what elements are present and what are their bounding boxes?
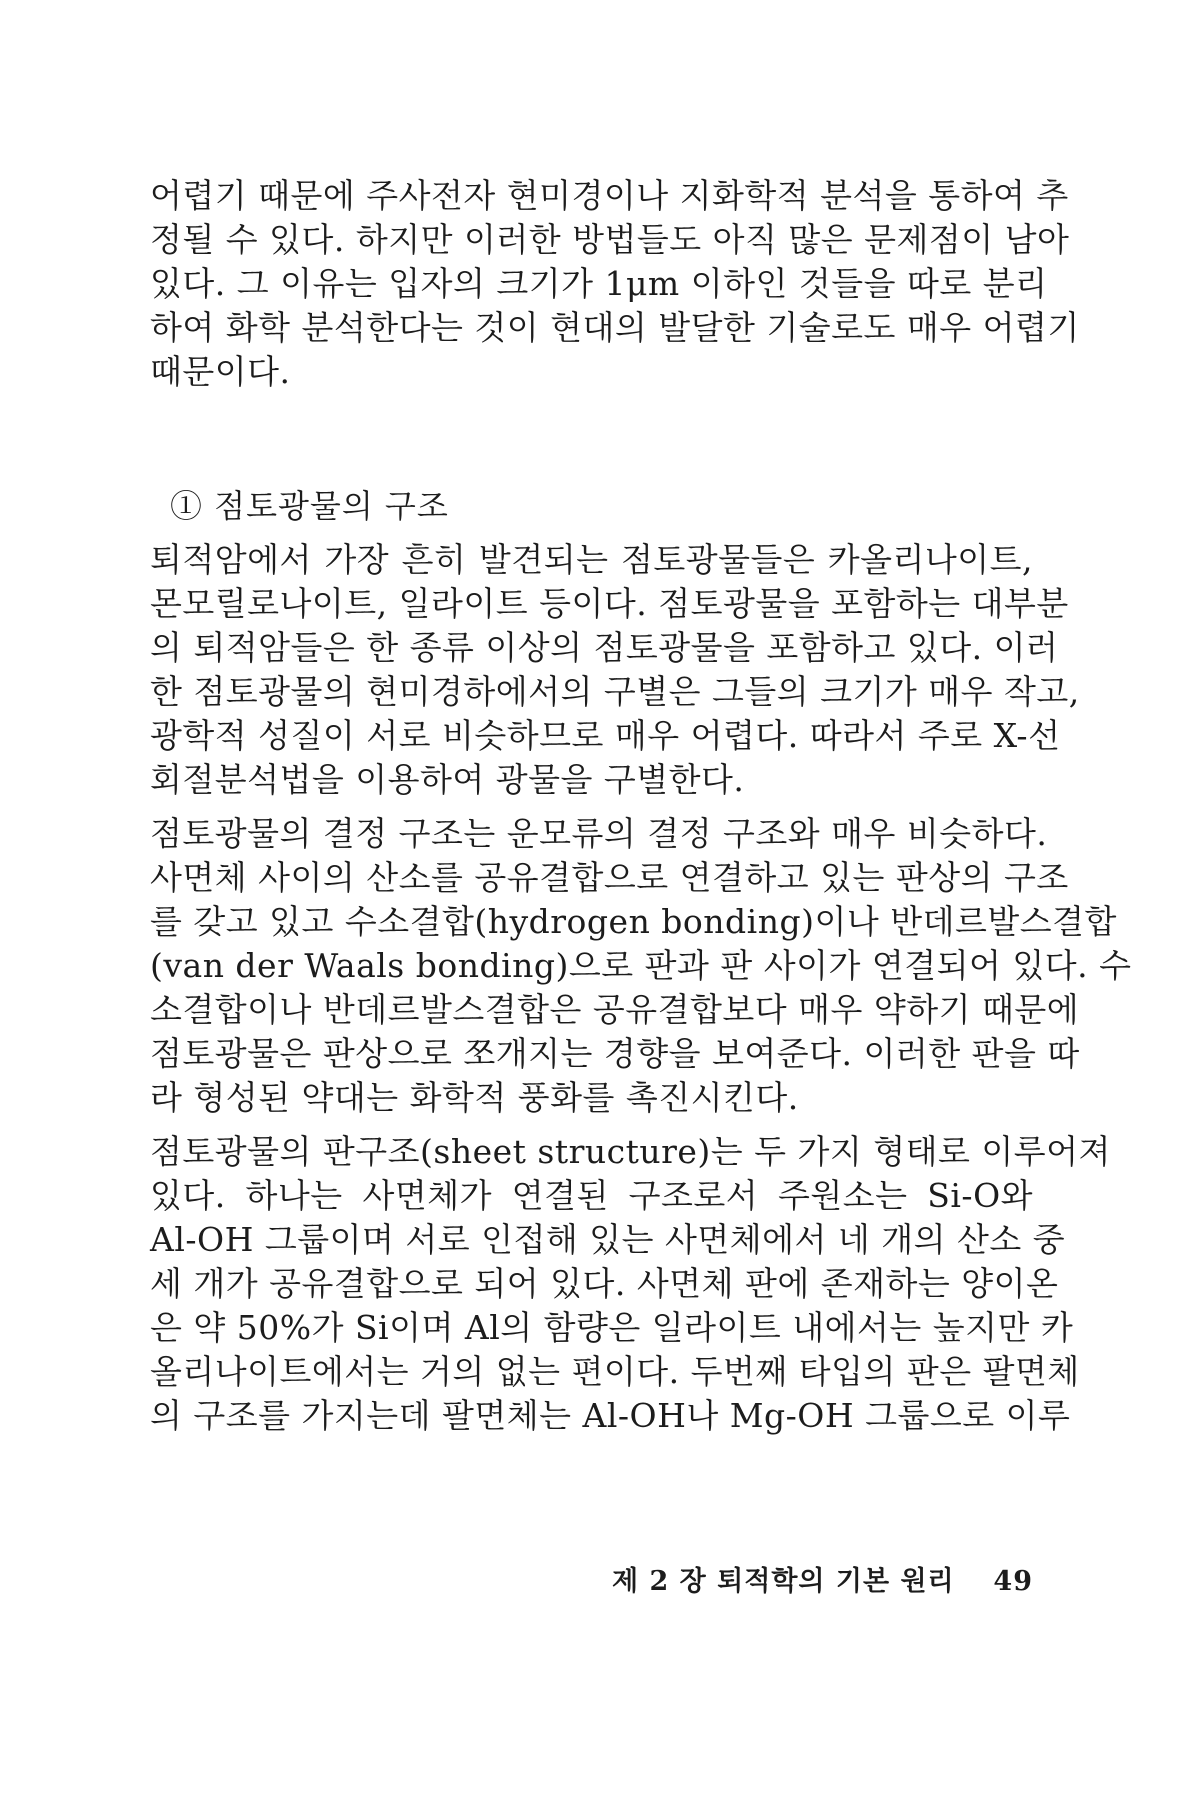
page-footer	[600, 1564, 1033, 1600]
text-line: (van der Waals bonding)으로 판과 판 사이가 연결되어 있다. 수	[150, 946, 1132, 985]
text-line: 회절분석법을 이용하여 광물을 구별한다.	[150, 760, 745, 799]
text-line: 있다. 그 이유는 입자의 크기가 1μm 이하인 것들을 따로 분리	[150, 264, 1048, 303]
text-line: 퇴적암에서 가장 흔히 발견되는 점토광물들은 카올리나이트,	[150, 540, 1033, 579]
page-number: 49	[993, 1566, 1033, 1597]
chapter-title: 제 2 장 퇴적학의 기본 원리	[612, 1566, 955, 1597]
text-line: 를 갖고 있고 수소결합(hydrogen bonding)이나 반데르발스결합	[150, 902, 1117, 941]
text-line: Al-OH 그룹이며 서로 인접해 있는 사면체에서 네 개의 산소 중	[150, 1220, 1066, 1259]
text-line: 광학적 성질이 서로 비슷하므로 매우 어렵다. 따라서 주로 X-선	[150, 716, 1061, 755]
text-line: 한 점토광물의 현미경하에서의 구별은 그들의 크기가 매우 작고,	[150, 672, 1080, 711]
text-line: 사면체 사이의 산소를 공유결합으로 연결하고 있는 판상의 구조	[150, 858, 1069, 897]
section-heading: ① 점토광물의 구조	[170, 487, 449, 525]
text-line: 점토광물은 판상으로 쪼개지는 경향을 보여준다. 이러한 판을 따	[150, 1034, 1080, 1073]
text-line: 있다. 하나는 사면체가 연결된 구조로서 주원소는 Si-O와	[150, 1176, 1033, 1215]
text-line: 점토광물의 판구조(sheet structure)는 두 가지 형태로 이루어져	[150, 1132, 1111, 1171]
text-line: 소결합이나 반데르발스결합은 공유결합보다 매우 약하기 때문에	[150, 990, 1080, 1029]
text-line: 세 개가 공유결합으로 되어 있다. 사면체 판에 존재하는 양이온	[150, 1264, 1059, 1303]
text-line: 올리나이트에서는 거의 없는 편이다. 두번째 타입의 판은 팔면체	[150, 1352, 1080, 1391]
text-line: 라 형성된 약대는 화학적 풍화를 촉진시킨다.	[150, 1078, 799, 1117]
text-line: 점토광물의 결정 구조는 운모류의 결정 구조와 매우 비슷하다.	[150, 814, 1048, 853]
text-line: 의 구조를 가지는데 팔면체는 Al-OH나 Mg-OH 그룹으로 이루	[150, 1396, 1071, 1435]
text-line: 정될 수 있다. 하지만 이러한 방법들도 아직 많은 문제점이 남아	[150, 220, 1070, 259]
text-line: 은 약 50%가 Si이며 Al의 함량은 일라이트 내에서는 높지만 카	[150, 1308, 1074, 1347]
text-line: 몬모릴로나이트, 일라이트 등이다. 점토광물을 포함하는 대부분	[150, 584, 1069, 623]
text-line: 하여 화학 분석한다는 것이 현대의 발달한 기술로도 매우 어렵기	[150, 308, 1080, 347]
text-line: 의 퇴적암들은 한 종류 이상의 점토광물을 포함하고 있다. 이러	[150, 628, 1059, 667]
text-line: 어렵기 때문에 주사전자 현미경이나 지화학적 분석을 통하여 추	[150, 176, 1069, 215]
text-line: 때문이다.	[150, 352, 291, 391]
